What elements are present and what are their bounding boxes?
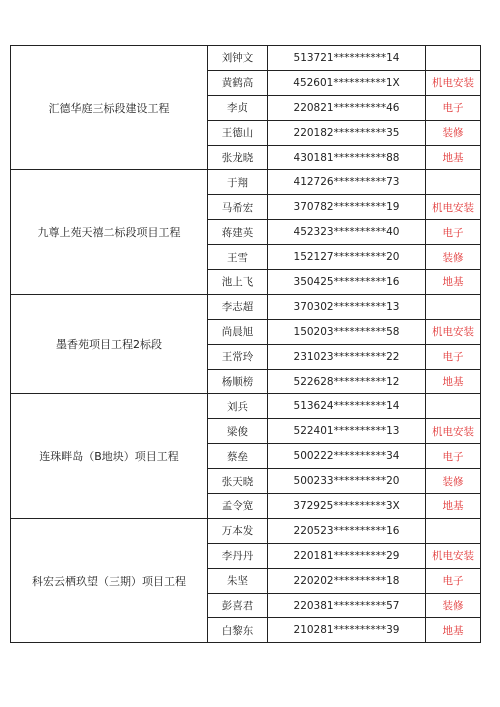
person-name-cell: 白黎东 <box>208 618 268 643</box>
id-number-cell: 513624**********14 <box>268 394 426 419</box>
person-name-cell: 王德山 <box>208 120 268 145</box>
id-number-cell: 522401**********13 <box>268 419 426 444</box>
project-name-cell: 墨香苑项目工程2标段 <box>11 294 208 394</box>
trade-tag-cell: 地基 <box>426 145 481 170</box>
person-name-cell: 李志超 <box>208 294 268 319</box>
id-number-cell: 452601**********1X <box>268 70 426 95</box>
id-number-cell: 220523**********16 <box>268 518 426 543</box>
id-number-cell: 220202**********18 <box>268 568 426 593</box>
person-name-cell: 张龙晓 <box>208 145 268 170</box>
id-number-cell: 452323**********40 <box>268 220 426 245</box>
trade-tag-cell <box>426 394 481 419</box>
trade-tag-cell: 机电安装 <box>426 195 481 220</box>
trade-tag-cell: 装修 <box>426 469 481 494</box>
table-row <box>11 46 481 71</box>
person-name-cell: 梁俊 <box>208 419 268 444</box>
personnel-table <box>10 45 481 643</box>
person-name-cell: 黄鹤高 <box>208 70 268 95</box>
id-number-cell: 150203**********58 <box>268 319 426 344</box>
person-name-cell: 马希宏 <box>208 195 268 220</box>
trade-tag-cell: 地基 <box>426 618 481 643</box>
trade-tag-cell: 装修 <box>426 120 481 145</box>
id-number-cell: 220182**********35 <box>268 120 426 145</box>
id-number-cell: 500233**********20 <box>268 469 426 494</box>
table-row <box>11 394 481 419</box>
trade-tag-cell: 机电安装 <box>426 319 481 344</box>
id-number-cell: 350425**********16 <box>268 270 426 295</box>
id-number-cell: 370782**********19 <box>268 195 426 220</box>
id-number-cell: 220821**********46 <box>268 95 426 120</box>
trade-tag-cell: 机电安装 <box>426 543 481 568</box>
trade-tag-cell <box>426 170 481 195</box>
table-row <box>11 170 481 195</box>
trade-tag-cell: 装修 <box>426 245 481 270</box>
table-row <box>11 518 481 543</box>
person-name-cell: 孟令宽 <box>208 494 268 519</box>
id-number-cell: 152127**********20 <box>268 245 426 270</box>
person-name-cell: 彭喜君 <box>208 593 268 618</box>
person-name-cell: 尚晨旭 <box>208 319 268 344</box>
trade-tag-cell: 地基 <box>426 494 481 519</box>
person-name-cell: 蔡垒 <box>208 444 268 469</box>
id-number-cell: 370302**********13 <box>268 294 426 319</box>
person-name-cell: 杨顺榜 <box>208 369 268 394</box>
trade-tag-cell <box>426 46 481 71</box>
person-name-cell: 万本发 <box>208 518 268 543</box>
person-name-cell: 于翔 <box>208 170 268 195</box>
person-name-cell: 李贞 <box>208 95 268 120</box>
trade-tag-cell: 电子 <box>426 95 481 120</box>
trade-tag-cell <box>426 518 481 543</box>
id-number-cell: 430181**********88 <box>268 145 426 170</box>
person-name-cell: 池上飞 <box>208 270 268 295</box>
project-name-cell: 连珠畔岛（B地块）项目工程 <box>11 394 208 518</box>
id-number-cell: 513721**********14 <box>268 46 426 71</box>
person-name-cell: 张天晓 <box>208 469 268 494</box>
project-name-cell: 科宏云栖玖望（三期）项目工程 <box>11 518 208 642</box>
trade-tag-cell: 装修 <box>426 593 481 618</box>
id-number-cell: 231023**********22 <box>268 344 426 369</box>
trade-tag-cell: 地基 <box>426 270 481 295</box>
person-name-cell: 蒋建英 <box>208 220 268 245</box>
id-number-cell: 522628**********12 <box>268 369 426 394</box>
id-number-cell: 372925**********3X <box>268 494 426 519</box>
person-name-cell: 刘兵 <box>208 394 268 419</box>
project-name-cell: 九尊上苑天禧二标段项目工程 <box>11 170 208 294</box>
id-number-cell: 210281**********39 <box>268 618 426 643</box>
trade-tag-cell: 电子 <box>426 568 481 593</box>
id-number-cell: 220181**********29 <box>268 543 426 568</box>
person-name-cell: 王常玲 <box>208 344 268 369</box>
trade-tag-cell: 电子 <box>426 344 481 369</box>
id-number-cell: 220381**********57 <box>268 593 426 618</box>
person-name-cell: 王雪 <box>208 245 268 270</box>
trade-tag-cell: 电子 <box>426 444 481 469</box>
trade-tag-cell: 机电安装 <box>426 70 481 95</box>
person-name-cell: 朱坚 <box>208 568 268 593</box>
id-number-cell: 412726**********73 <box>268 170 426 195</box>
trade-tag-cell: 机电安装 <box>426 419 481 444</box>
trade-tag-cell: 地基 <box>426 369 481 394</box>
person-name-cell: 刘钟文 <box>208 46 268 71</box>
project-name-cell: 汇德华庭三标段建设工程 <box>11 46 208 170</box>
table-row <box>11 294 481 319</box>
trade-tag-cell: 电子 <box>426 220 481 245</box>
person-name-cell: 李丹丹 <box>208 543 268 568</box>
id-number-cell: 500222**********34 <box>268 444 426 469</box>
trade-tag-cell <box>426 294 481 319</box>
